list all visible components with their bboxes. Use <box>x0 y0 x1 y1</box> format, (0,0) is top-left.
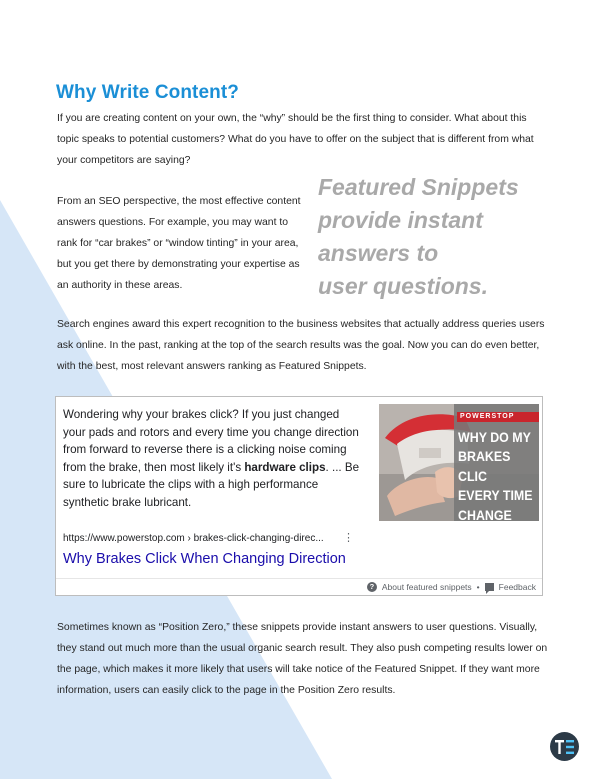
pull-quote-line: answers to <box>318 240 439 266</box>
snippet-footer <box>56 578 542 596</box>
page-heading: Why Write Content? <box>56 82 239 103</box>
thumbnail-caption: WHY DO MY BRAKES CLIC EVERY TIME CHANGE DIRECTION? <box>458 430 534 543</box>
brand-logo <box>550 732 579 761</box>
snippet-text-part: Wondering why your brakes click? If you just changed your pads and rotors and every time you change direction from forward to reverse there is a clicking noise coming from the brake, then most likely it's <box>63 408 359 474</box>
feedback-link[interactable]: Feedback <box>498 582 536 592</box>
more-options-icon[interactable]: ⋮ <box>343 532 354 544</box>
feedback-icon[interactable] <box>485 583 494 591</box>
thumbnail-brand-banner: POWERSTOP <box>457 412 539 422</box>
te-logo-icon <box>555 740 575 754</box>
search-engines-paragraph: Search engines award this expert recognition to the business websites that actually address queries users ask online. In the past, ranking at the top of the search results was the goal. Now you can do even better, with the best, most relevant answers ranking as Featured Snippets. <box>57 319 545 372</box>
result-title-link[interactable]: Why Brakes Click When Changing Direction <box>63 551 346 567</box>
pull-quote-line: provide instant <box>318 207 483 233</box>
pull-quote <box>318 171 558 303</box>
pull-quote-line: Featured Snippets <box>318 174 519 200</box>
about-featured-snippets-link[interactable]: About featured snippets <box>381 582 472 592</box>
position-zero-paragraph: Sometimes known as “Position Zero,” these snippets provide instant answers to user questions. Visually, they stand out much more than the usual organic search result. They also push competing results lower on the page, which makes it more likely that users will take notice of the Featured Snippet. If they want more information, users can easily click to the page in the Position Zero results. <box>57 622 548 696</box>
help-icon[interactable]: ? <box>367 582 377 592</box>
featured-snippet-card <box>55 396 543 596</box>
intro-paragraph: If you are creating content on your own, the “why” should be the first thing to consider. What about this topic speaks to potential customers? What do you have to offer on the subject that is different from what your competitors are saying? <box>57 113 534 166</box>
result-url[interactable]: https://www.powerstop.com › brakes-click-changing-direc... <box>63 533 324 544</box>
seo-paragraph: From an SEO perspective, the most effective content answers questions. For example, you may want to rank for “car brakes” or “window tinting” in your area, but you get there by demonstrating your expertise as an authority in these areas. <box>57 196 301 291</box>
snippet-text-part: . ... Be sure to lubricate the clips with a high performance synthetic brake lubricant. <box>63 460 360 509</box>
separator-dot: • <box>476 582 480 592</box>
snippet-thumbnail[interactable] <box>379 404 539 543</box>
snippet-highlight: hardware clips <box>244 460 326 474</box>
snippet-answer-text <box>63 406 363 511</box>
pull-quote-line: user questions. <box>318 273 488 299</box>
